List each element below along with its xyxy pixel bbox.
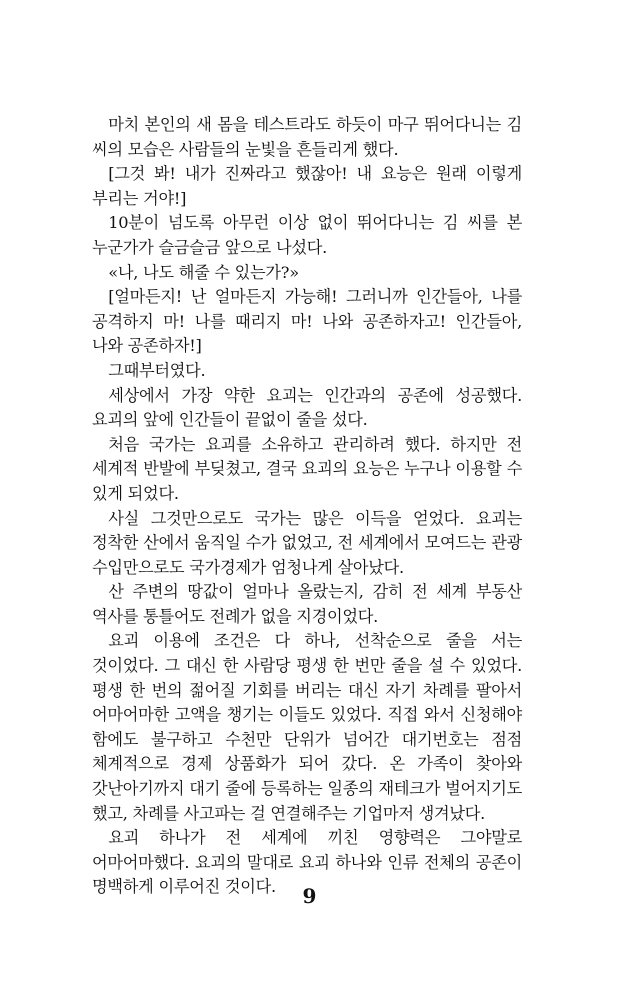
- paragraph-3: 10분이 넘도록 아무런 이상 없이 뛰어다니는 김 씨를 본 누군가가 슬금슬금 앞으로 나섰다.: [92, 213, 522, 257]
- paragraph-5-dialogue: [얼마든지! 난 얼마든지 가능해! 그러니까 인간들아, 나를 공격하지 마! 나를 때리지 마! 나와 공존하자고! 인간들아, 나와 공존하자!]: [92, 287, 522, 356]
- paragraph-9: 사실 그것만으로도 국가는 많은 이득을 얻었다. 요괴는 정착한 산에서 움직일 수가 없었고, 전 세계에서 모여드는 관광 수입만으로도 국가경제가 엄청나게 살아났다.: [92, 508, 522, 577]
- body-text: [92, 113, 522, 900]
- paragraph-4-dialogue: «나, 나도 해줄 수 있는가?»: [108, 262, 299, 282]
- paragraph-6: 그때부터였다.: [108, 360, 206, 380]
- paragraph-1: 마치 본인의 새 몸을 테스트라도 하듯이 마구 뛰어다니는 김 씨의 모습은 사람들의 눈빛을 흔들리게 했다.: [92, 115, 522, 159]
- paragraph-12: 요괴 하나가 전 세계에 끼친 영향력은 그야말로 어마어마했다. 요괴의 말대로 요괴 하나와 인류 전체의 공존이 명백하게 이루어진 것이다.: [92, 828, 522, 897]
- paragraph-10: 산 주변의 땅값이 얼마나 올랐는지, 감히 전 세계 부동산 역사를 통틀어도 전례가 없을 지경이었다.: [92, 582, 522, 626]
- page-number: 9: [302, 884, 317, 908]
- paragraph-7: 세상에서 가장 약한 요괴는 인간과의 공존에 성공했다. 요괴의 앞에 인간들이 끝없이 줄을 섰다.: [92, 385, 522, 430]
- paragraph-2-dialogue: [그것 봐! 내가 진짜라고 했잖아! 내 요능은 원래 이렇게 부리는 거야!]: [92, 164, 522, 208]
- paragraph-11: 요괴 이용에 조건은 다 하나, 선착순으로 줄을 서는 것이었다. 그 대신 한 사람당 평생 한 번만 줄을 설 수 있었다. 평생 한 번의 젊어질 기회를 버리는 대신 자기 차례를 팔아서 어마어마한 고액을 챙기는 이들도 있었다. 직접 와서 신청해야 함에도 불구하고 수천만 단위가 넘어간 대기번호는 점점 체계적으로 경제 상품화가 되어 갔다. 온 가족이 찾아와 갓난아기까지 대기 줄에 등록하는 일종의 재테크가 벌어지기도 했고, 차례를 사고파는 걸 연결해주는 기업마저 생겨났다.: [92, 631, 522, 823]
- paragraph-8: 처음 국가는 요괴를 소유하고 관리하려 했다. 하지만 전 세계적 반발에 부딪쳤고, 결국 요괴의 요능은 누구나 이용할 수 있게 되었다.: [92, 434, 522, 503]
